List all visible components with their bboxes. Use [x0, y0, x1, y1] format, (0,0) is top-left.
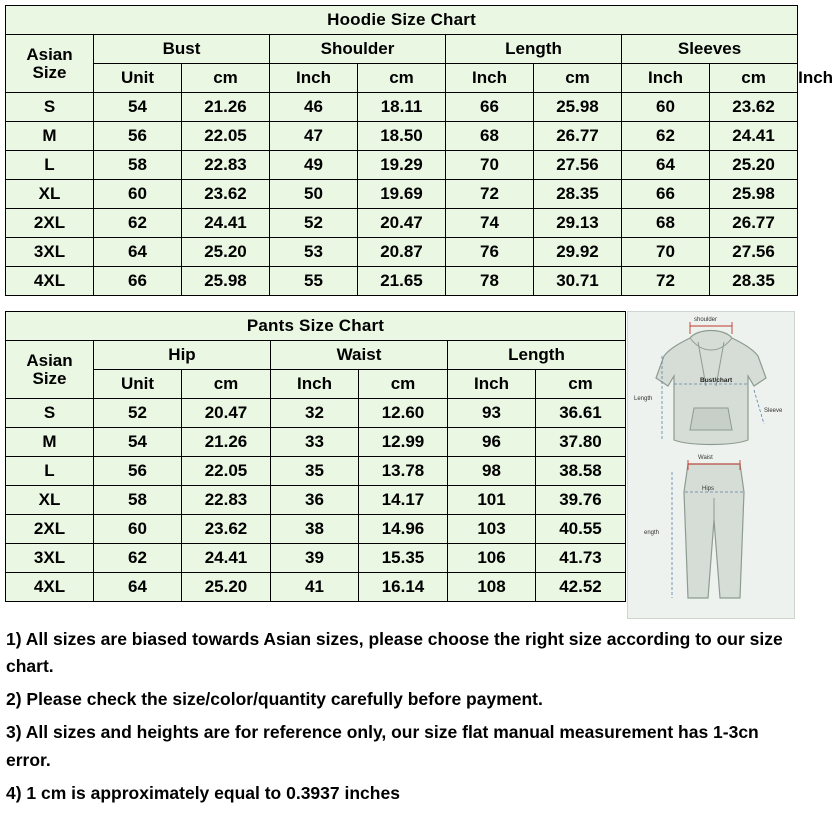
table-row	[6, 573, 626, 602]
hoodie-cell: 25.20	[182, 238, 270, 267]
table-row	[6, 515, 626, 544]
note-3: 3) All sizes and heights are for reference only, our size flat manual measurement has 1-3cn error.	[6, 722, 759, 770]
table-row	[6, 486, 626, 515]
hoodie-cell: 25.98	[534, 93, 622, 122]
hoodie-group-sleeves: Sleeves	[622, 35, 798, 64]
pants-cell: 14.96	[359, 515, 448, 544]
figure-label-shoulder: shoulder	[694, 317, 718, 323]
hoodie-cell: 60	[622, 93, 710, 122]
hoodie-cell: 21.26	[182, 93, 270, 122]
pants-cell: 39.76	[536, 486, 626, 515]
hoodie-table	[5, 5, 833, 296]
hoodie-unit-6: cm	[710, 64, 798, 93]
hoodie-cell: 26.77	[534, 122, 622, 151]
table-row	[6, 238, 798, 267]
figure-label-waist: Waist	[698, 455, 713, 461]
hoodie-cell: 66	[622, 180, 710, 209]
hoodie-cell: 76	[446, 238, 534, 267]
pants-cell: 36.61	[536, 399, 626, 428]
pants-cell: 101	[448, 486, 536, 515]
hoodie-cell: 19.69	[358, 180, 446, 209]
table-row	[6, 151, 798, 180]
hoodie-cell: 78	[446, 267, 534, 296]
hoodie-cell: 66	[94, 267, 182, 296]
figure-label-sleeve: Sleeve	[764, 408, 783, 414]
pants-cell: 41.73	[536, 544, 626, 573]
hoodie-cell: 64	[94, 238, 182, 267]
pants-cell: 42.52	[536, 573, 626, 602]
pants-cell: 12.60	[359, 399, 448, 428]
pants-cell: 60	[94, 515, 182, 544]
table-row	[6, 122, 798, 151]
hoodie-figure	[634, 317, 783, 445]
pants-cell: 52	[94, 399, 182, 428]
hoodie-cell: 23.62	[182, 180, 270, 209]
hoodie-unit-0: cm	[182, 64, 270, 93]
pants-cell: 22.83	[182, 486, 271, 515]
hoodie-cell: 50	[270, 180, 358, 209]
hoodie-cell: 68	[446, 122, 534, 151]
hoodie-cell: 23.62	[710, 93, 798, 122]
table-row	[6, 180, 798, 209]
hoodie-cell: 53	[270, 238, 358, 267]
hoodie-cell: 19.29	[358, 151, 446, 180]
pants-group-waist: Waist	[271, 341, 448, 370]
pants-size-label: XL	[6, 486, 94, 515]
pants-figure	[644, 455, 744, 598]
pants-group-hip: Hip	[94, 341, 271, 370]
note-1: 1) All sizes are biased towards Asian sizes, please choose the right size according to our size chart.	[6, 629, 783, 677]
table-row	[6, 267, 798, 296]
garment-diagram	[627, 311, 795, 619]
hoodie-cell: 28.35	[534, 180, 622, 209]
pants-unit-row	[6, 370, 626, 399]
hoodie-cell: 52	[270, 209, 358, 238]
hoodie-cell: 22.05	[182, 122, 270, 151]
hoodie-cell: 72	[446, 180, 534, 209]
hoodie-cell: 66	[446, 93, 534, 122]
lower-area	[5, 311, 795, 621]
pants-cell: 93	[448, 399, 536, 428]
hoodie-cell: 70	[622, 238, 710, 267]
pants-cell: 32	[271, 399, 359, 428]
hoodie-unit-3: Inch	[446, 64, 534, 93]
hoodie-group-shoulder: Shoulder	[270, 35, 446, 64]
figure-label-bust: Bust/chart	[700, 377, 733, 384]
hoodie-size-label: S	[6, 93, 94, 122]
hoodie-cell: 26.77	[710, 209, 798, 238]
table-row	[6, 428, 626, 457]
pants-cell: 41	[271, 573, 359, 602]
pants-cell: 106	[448, 544, 536, 573]
pants-cell: 62	[94, 544, 182, 573]
hoodie-cell: 64	[622, 151, 710, 180]
hoodie-cell: 47	[270, 122, 358, 151]
pants-group-header-row	[6, 341, 626, 370]
hoodie-asian-size-header	[6, 35, 94, 93]
asian-size-line1: Asian	[26, 44, 73, 64]
hoodie-cell: 46	[270, 93, 358, 122]
hoodie-unit-1: Inch	[270, 64, 358, 93]
pants-cell: 21.26	[182, 428, 271, 457]
hoodie-cell: 62	[94, 209, 182, 238]
note-2: 2) Please check the size/color/quantity carefully before payment.	[6, 689, 543, 710]
hoodie-unit-label: Unit	[94, 64, 182, 93]
pants-cell: 33	[271, 428, 359, 457]
hoodie-size-chart	[5, 5, 833, 296]
hoodie-group-bust: Bust	[94, 35, 270, 64]
hoodie-cell: 21.65	[358, 267, 446, 296]
hoodie-title-row	[6, 6, 798, 35]
note-4: 4) 1 cm is approximately equal to 0.3937 inches	[6, 782, 400, 803]
pants-cell: 40.55	[536, 515, 626, 544]
hoodie-cell: 30.71	[534, 267, 622, 296]
hoodie-cell: 29.13	[534, 209, 622, 238]
hoodie-cell: 25.20	[710, 151, 798, 180]
pants-size-label: 2XL	[6, 515, 94, 544]
hoodie-cell: 27.56	[534, 151, 622, 180]
hoodie-title: Hoodie Size Chart	[6, 6, 798, 35]
pants-cell: 98	[448, 457, 536, 486]
pants-title: Pants Size Chart	[6, 312, 626, 341]
hoodie-group-length: Length	[446, 35, 622, 64]
hoodie-cell: 28.35	[710, 267, 798, 296]
notes-block	[6, 626, 794, 813]
table-row	[6, 457, 626, 486]
hoodie-unit-4: cm	[534, 64, 622, 93]
pants-cell: 64	[94, 573, 182, 602]
hoodie-cell: 25.98	[710, 180, 798, 209]
pants-cell: 103	[448, 515, 536, 544]
garment-diagram-svg	[628, 312, 794, 618]
table-row	[6, 399, 626, 428]
pants-cell: 24.41	[182, 544, 271, 573]
pants-cell: 15.35	[359, 544, 448, 573]
asian-size-line2: Size	[32, 368, 67, 388]
pants-cell: 20.47	[182, 399, 271, 428]
pants-cell: 16.14	[359, 573, 448, 602]
pants-unit-1: Inch	[271, 370, 359, 399]
pants-cell: 39	[271, 544, 359, 573]
pants-cell: 13.78	[359, 457, 448, 486]
pants-group-length: Length	[448, 341, 626, 370]
pants-size-label: S	[6, 399, 94, 428]
hoodie-unit-5: Inch	[622, 64, 710, 93]
pants-unit-4: cm	[536, 370, 626, 399]
pants-cell: 108	[448, 573, 536, 602]
pants-cell: 12.99	[359, 428, 448, 457]
pants-unit-label: Unit	[94, 370, 182, 399]
pants-cell: 36	[271, 486, 359, 515]
hoodie-cell: 54	[94, 93, 182, 122]
pants-cell: 37.80	[536, 428, 626, 457]
hoodie-cell: 18.11	[358, 93, 446, 122]
figure-label-length: Length	[634, 396, 653, 402]
pants-unit-3: Inch	[448, 370, 536, 399]
figure-label-pant-length: ength	[644, 530, 660, 536]
hoodie-cell: 20.87	[358, 238, 446, 267]
hoodie-size-label: 2XL	[6, 209, 94, 238]
pants-size-label: M	[6, 428, 94, 457]
pants-size-label: L	[6, 457, 94, 486]
pants-cell: 38.58	[536, 457, 626, 486]
hoodie-cell: 18.50	[358, 122, 446, 151]
hoodie-size-label: 4XL	[6, 267, 94, 296]
hoodie-cell: 25.98	[182, 267, 270, 296]
pants-cell: 96	[448, 428, 536, 457]
hoodie-cell: 22.83	[182, 151, 270, 180]
hoodie-cell: 68	[622, 209, 710, 238]
hoodie-cell: 24.41	[710, 122, 798, 151]
pants-cell: 22.05	[182, 457, 271, 486]
pants-unit-2: cm	[359, 370, 448, 399]
figure-label-hips: Hips	[702, 486, 715, 492]
hoodie-unit-row: Unit cm Inch cm Inch cm Inch cm Inch	[6, 64, 798, 93]
hoodie-cell: 29.92	[534, 238, 622, 267]
pants-size-label: 3XL	[6, 544, 94, 573]
table-row	[6, 544, 626, 573]
pants-cell: 56	[94, 457, 182, 486]
pants-cell: 25.20	[182, 573, 271, 602]
pants-cell: 58	[94, 486, 182, 515]
hoodie-cell: 49	[270, 151, 358, 180]
pants-asian-size-header	[6, 341, 94, 399]
hoodie-cell: 56	[94, 122, 182, 151]
pants-size-chart	[5, 311, 625, 602]
hoodie-unit-2: cm	[358, 64, 446, 93]
hoodie-cell: 58	[94, 151, 182, 180]
hoodie-cell: 72	[622, 267, 710, 296]
hoodie-cell: 62	[622, 122, 710, 151]
pants-cell: 54	[94, 428, 182, 457]
pants-cell: 14.17	[359, 486, 448, 515]
hoodie-cell: 60	[94, 180, 182, 209]
hoodie-size-label: 3XL	[6, 238, 94, 267]
hoodie-cell: 27.56	[710, 238, 798, 267]
pants-size-label: 4XL	[6, 573, 94, 602]
hoodie-size-label: L	[6, 151, 94, 180]
hoodie-cell: 24.41	[182, 209, 270, 238]
hoodie-size-label: M	[6, 122, 94, 151]
pants-cell: 38	[271, 515, 359, 544]
table-row	[6, 93, 798, 122]
asian-size-line1: Asian	[26, 350, 73, 370]
table-row	[6, 209, 798, 238]
hoodie-cell: 70	[446, 151, 534, 180]
pants-cell: 35	[271, 457, 359, 486]
hoodie-cell: 74	[446, 209, 534, 238]
pants-table	[5, 311, 626, 602]
asian-size-line2: Size	[32, 62, 67, 82]
pants-unit-0: cm	[182, 370, 271, 399]
hoodie-cell: 20.47	[358, 209, 446, 238]
hoodie-group-header-row	[6, 35, 798, 64]
pants-cell: 23.62	[182, 515, 271, 544]
hoodie-cell: 55	[270, 267, 358, 296]
pants-title-row	[6, 312, 626, 341]
hoodie-size-label: XL	[6, 180, 94, 209]
